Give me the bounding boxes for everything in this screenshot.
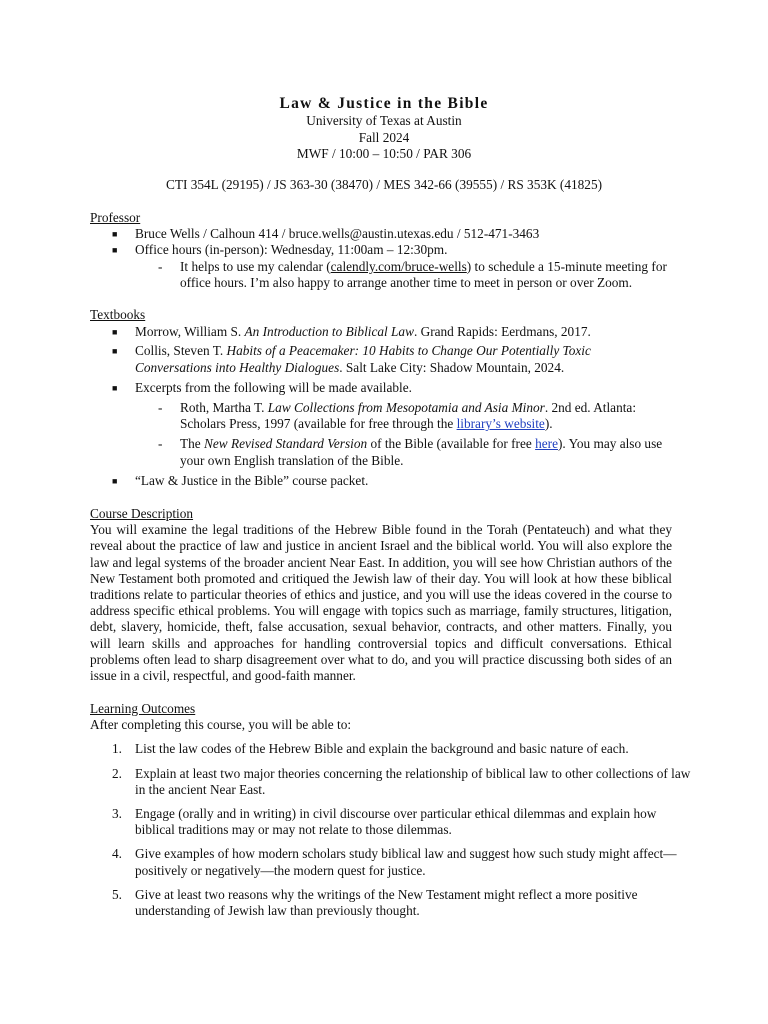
list-item [90,436,670,468]
list-item [90,806,695,838]
dash-icon: - [158,436,163,452]
office-hours: Office hours (in-person): Wednesday, 11:00am – 12:30pm. [135,242,448,258]
bullet-icon: ■ [112,229,118,240]
calendar-text-end: ) to schedule a 15-minute meeting for office hours. I’m also happy to arrange another time to meet in person or over Zoom. [180,258,667,290]
outcome-text: List the law codes of the Hebrew Bible and explain the background and basic nature of each. [135,741,629,757]
description-text: You will examine the legal traditions of the Hebrew Bible found in the Torah (Pentateuch) and what they reveal about the practice of law and justice in ancient Israel and the biblical world. You will also explore the law and legal systems of the broader ancient Near East. In addition, you will see how Christian authors of the New Testament both promoted and critiqued the Jewish law of their day. You will look at how these biblical traditions relate to particular theories of ethics and justice, and you will use the ideas covered in the course to address specific ethical problems. You will engage with topics such as marriage, family structures, litigation, debt, slavery, homicide, theft, false accusation, sexual behavior, contracts, and other matters. Finally, you will learn skills and approaches for handling controversial topics and difficult conversations. Ethical problems often lead to sharp disagreement over what to do, and you will practice discussing both sides of an issue in a civil, respectful, and good-faith manner. [90,522,672,684]
book-title: An Introduction to Biblical Law [244,324,414,340]
list-item [90,343,625,375]
textbooks-section [90,307,690,489]
bullet-icon: ■ [112,327,118,338]
book-author: Morrow, William S. [135,324,245,340]
outcomes-intro: After completing this course, you will be able to: [90,717,352,733]
professor-heading: Professor [90,210,141,225]
calendar-text: It helps to use my calendar ( [180,258,331,274]
list-item [90,473,690,489]
description-heading: Course Description [90,506,194,521]
excerpts-note: Excerpts from the following will be made available. [135,379,412,395]
nrsv-here-link[interactable]: here [535,436,558,452]
list-item [90,324,690,340]
list-item [90,380,690,396]
class-schedule: MWF / 10:00 – 10:50 / PAR 306 [296,146,472,161]
book-title: Law Collections from Mesopotamia and Asia Minor [267,400,545,416]
bullet-icon: ■ [112,475,118,486]
item-number: 4. [112,846,122,862]
list-item [90,242,690,258]
book-publisher: . Salt Lake City: Shadow Mountain, 2024. [339,359,565,375]
list-item [90,846,695,878]
course-title: Law & Justice in the Bible [279,95,489,112]
list-item [90,400,670,432]
item-number: 3. [112,806,122,822]
bullet-icon: ■ [112,346,118,357]
outcomes-heading: Learning Outcomes [90,701,196,716]
term: Fall 2024 [358,129,410,145]
textbooks-heading: Textbooks [90,307,146,322]
book-title: New Revised Standard Version [204,436,368,452]
professor-section [90,210,690,291]
item-number: 2. [112,765,122,781]
course-numbers: CTI 354L (29195) / JS 363-30 (38470) / MES 342-66 (39555) / RS 353K (41825) [165,177,603,192]
list-item [90,259,680,291]
item-number: 5. [112,886,122,902]
list-item [90,226,690,242]
dash-icon: - [158,400,163,416]
dash-icon: - [158,258,163,274]
book-details: . 2nd ed. Atlanta: Scholars Press, 1997 (available for free through the [180,400,637,432]
outcome-text: Explain at least two major theories concerning the relationship of biblical law to other collections of law in the ancient Near East. [135,765,691,797]
list-item [90,741,695,757]
document-header [0,95,768,163]
bullet-icon: ■ [112,382,118,393]
outcome-text: Give examples of how modern scholars study biblical law and suggest how such study might affect—positively or negatively—the modern quest for justice. [135,846,677,878]
outcome-text: Engage (orally and in writing) in civil discourse over particular ethical dilemmas and explain how biblical traditions may or may not relate to those dilemmas. [135,806,657,838]
nrsv-details-end: ). You may also use your own English translation of the Bible. [180,436,663,468]
book-author: Collis, Steven T. [135,343,227,359]
bullet-icon: ■ [112,245,118,256]
outcomes-section [90,701,690,919]
outcome-text: Give at least two reasons why the writings of the New Testament might reflect a more positive understanding of Jewish law than previously thought. [135,886,638,919]
book-title: Habits of a Peacemaker: 10 Habits to Change Our Potentially Toxic Conversations into Healthy Dialogues [135,343,591,375]
item-number: 1. [112,741,122,757]
list-item [90,887,695,919]
nrsv-details: of the Bible (available for free [367,436,536,452]
library-website-link[interactable]: library’s website [456,416,545,432]
university-name: University of Texas at Austin [306,113,462,128]
description-section [90,506,690,684]
book-publisher: . Grand Rapids: Eerdmans, 2017. [413,324,591,340]
list-item [90,766,695,798]
nrsv-text: The [180,436,204,452]
book-details-end: ). [544,416,553,432]
book-author: Roth, Martha T. [180,400,268,416]
professor-contact: Bruce Wells / Calhoun 414 / bruce.wells@austin.utexas.edu / 512-471-3463 [135,226,540,242]
calendar-link[interactable]: calendly.com/bruce-wells [330,258,467,274]
course-packet: “Law & Justice in the Bible” course packet. [135,472,369,488]
